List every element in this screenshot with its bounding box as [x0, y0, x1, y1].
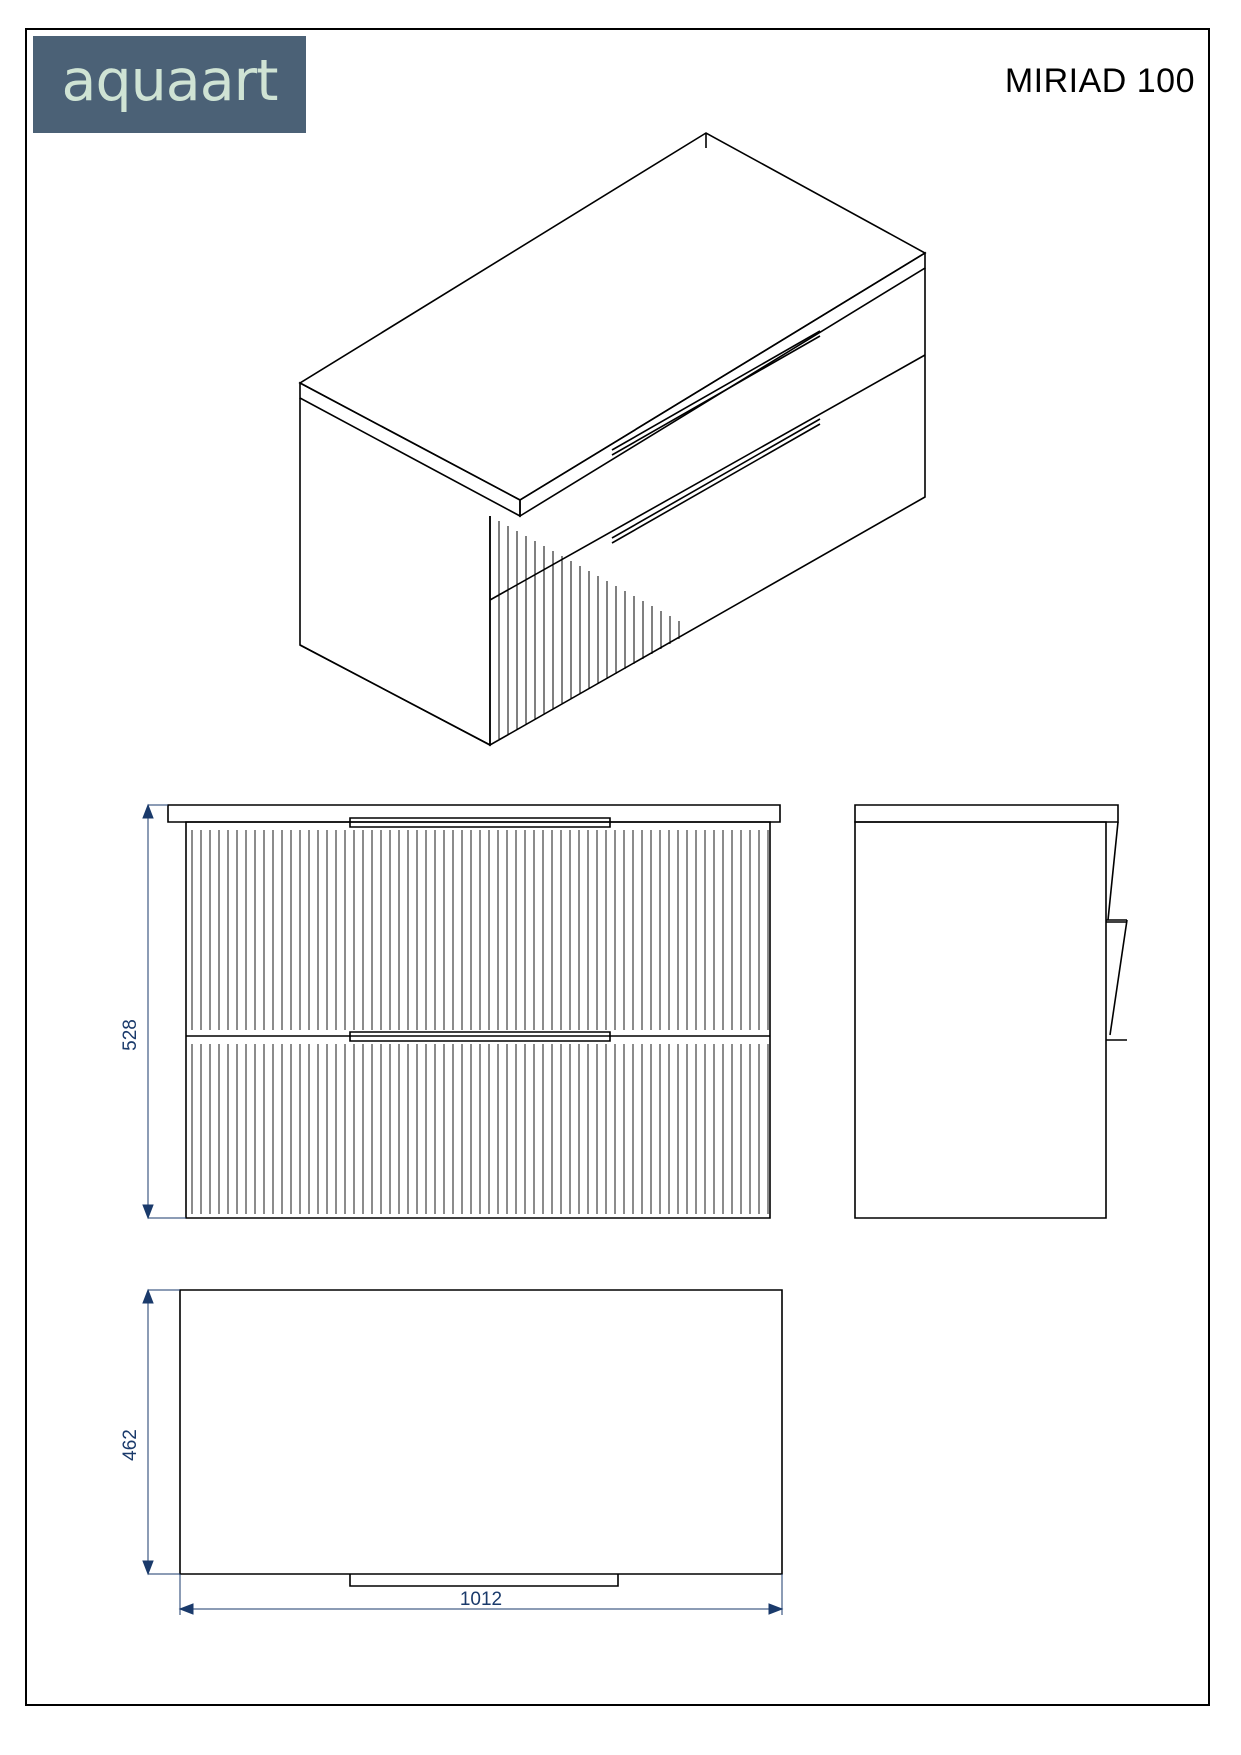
dimension-height-label: 528 [120, 1019, 141, 1051]
brand-logo [33, 36, 306, 133]
brand-logo-text: aquaart [61, 48, 278, 114]
dimension-depth-label: 462 [120, 1429, 141, 1461]
page-title: MIRIAD 100 [1004, 62, 1195, 100]
sheet-border [25, 28, 1210, 1706]
dimension-width-label: 1012 [459, 1589, 503, 1610]
